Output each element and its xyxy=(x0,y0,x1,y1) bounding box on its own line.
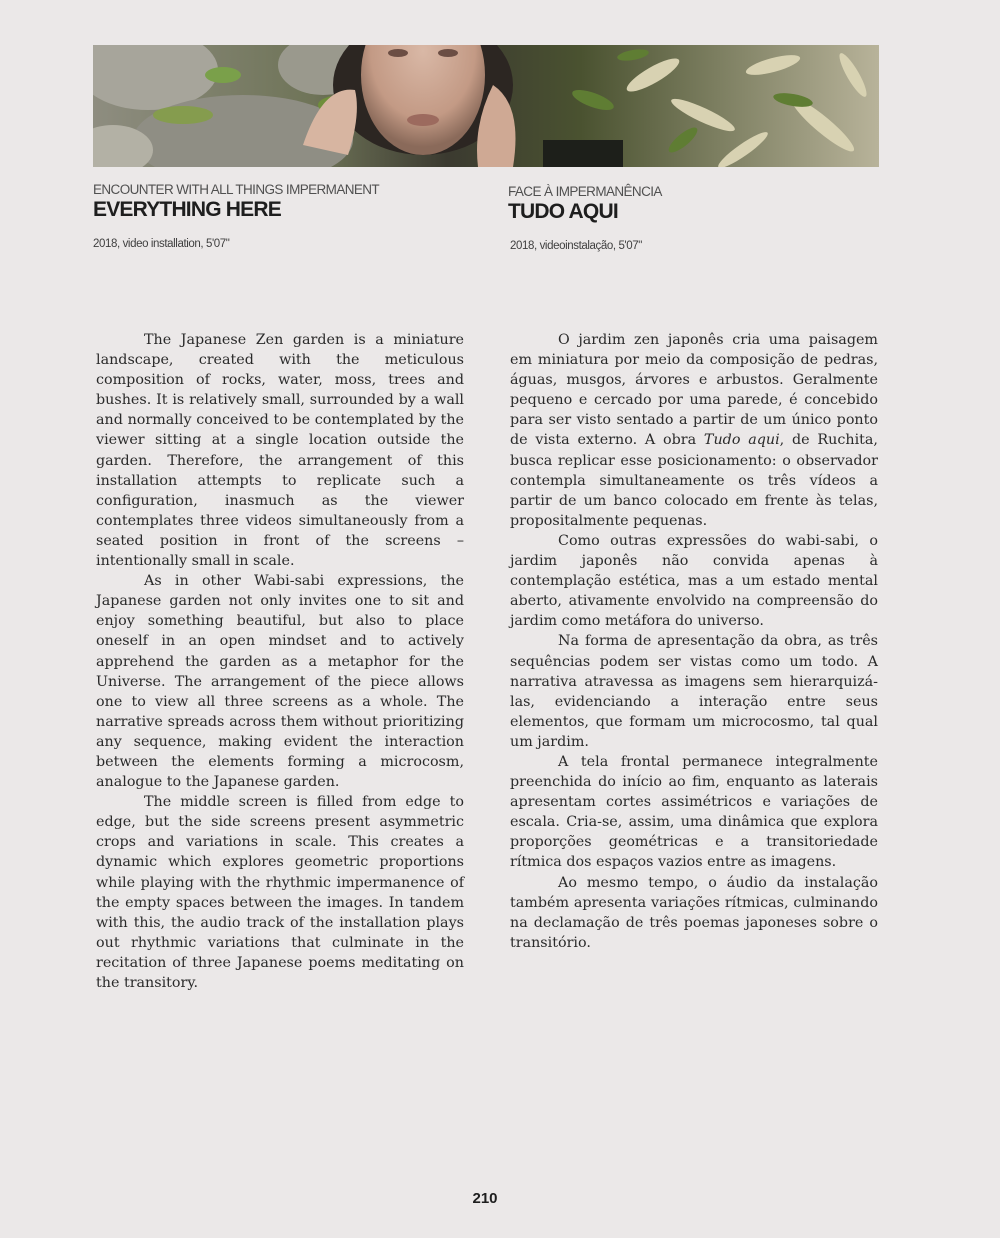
portuguese-paragraph-3: Na forma de apresentação da obra, as três sequências podem ser vistas como um todo. A narrativa atravessa as imagens sem hierarquizá-las, evidenciando a interação entre seus elementos, que formam um microcosmo, tal qual um jardim. xyxy=(510,633,878,750)
portuguese-paragraph-1-end: , de Ruchita, busca replicar esse posicionamento: o observador contempla simultaneamente os três vídeos a partir de um banco colocado em frente às telas, propositalmente pequenas. xyxy=(510,432,878,529)
portuguese-paragraph-5: Ao mesmo tempo, o áudio da instalação também apresenta variações rítmicas, culminando na declamação de três poemas japoneses sobre o transitório. xyxy=(510,874,878,951)
portuguese-body xyxy=(510,330,878,953)
english-paragraph-1: The Japanese Zen garden is a miniature landscape, created with the meticulous composition of rocks, water, moss, trees and bushes. It is relatively small, surrounded by a wall and normally conceived to be contemplated by the viewer sitting at a single location outside the garden. Therefore, the arrangement of this installation attempts to replicate such a configuration, inasmuch as the viewer contemplates three videos simultaneously from a seated position in front of the screens – intentionally small in scale. xyxy=(96,332,464,570)
portuguese-subtitle: FACE À IMPERMANÊNCIA xyxy=(508,184,662,199)
portuguese-paragraph-4: A tela frontal permanece integralmente preenchida do início ao fim, enquanto as laterais apresentam cortes assimétricos e variações de escala. Cria-se, assim, uma dinâmica que explora proporções geométricas e a transitoriedade rítmica dos espaços vazios entre as imagens. xyxy=(510,753,878,871)
english-paragraph-2: As in other Wabi-sabi expressions, the Japanese garden not only invites one to sit and enjoy something beautiful, but also to place oneself in an open mindset and to actively apprehend the garden as a metaphor for the Universe. The arrangement of the piece allows one to view all three screens as a whole. The narrative spreads across them without prioritizing any sequence, making evident the interaction between the elements forming a microcosm, analogue to the Japanese garden. xyxy=(96,573,464,791)
english-body xyxy=(96,330,464,993)
page-number: 210 xyxy=(472,1190,498,1207)
artwork-title-italic: Tudo aqui xyxy=(703,432,780,449)
english-subtitle: ENCOUNTER WITH ALL THINGS IMPERMANENT xyxy=(93,182,380,197)
portuguese-paragraph-2: Como outras expressões do wabi-sabi, o jardim japonês não convida apenas à contemplação estética, mas a um estado mental aberto, ativamente envolvido na compreensão do jardim como metáfora do universo. xyxy=(510,532,878,630)
portuguese-header xyxy=(508,184,662,252)
english-header xyxy=(93,182,379,250)
banner-photo xyxy=(93,45,879,167)
english-meta: 2018, video installation, 5'07" xyxy=(93,238,230,250)
english-paragraph-3: The middle screen is filled from edge to edge, but the side screens present asymmetric crops and variations in scale. This creates a dynamic which explores geometric proportions while playing with the rhythmic impermanence of the empty spaces between the images. In tandem with this, the audio track of the installation plays out rhythmic variations that culminate in the recitation of three Japanese poems meditating on the transitory. xyxy=(96,794,464,991)
portuguese-paragraph-1 xyxy=(510,330,878,531)
portuguese-paragraph-1-start: O jardim zen japonês cria uma paisagem em miniatura por meio da composição de pedras, águas, musgos, árvores e arbustos. Geralmente pequeno e cercado por uma parede, é concebido para ser visto sentado a partir de um único ponto de vista externo. A obra xyxy=(510,332,878,449)
portuguese-title: TUDO AQUI xyxy=(508,200,618,223)
portuguese-meta: 2018, videoinstalação, 5'07" xyxy=(510,240,642,252)
english-title: EVERYTHING HERE xyxy=(93,198,281,221)
